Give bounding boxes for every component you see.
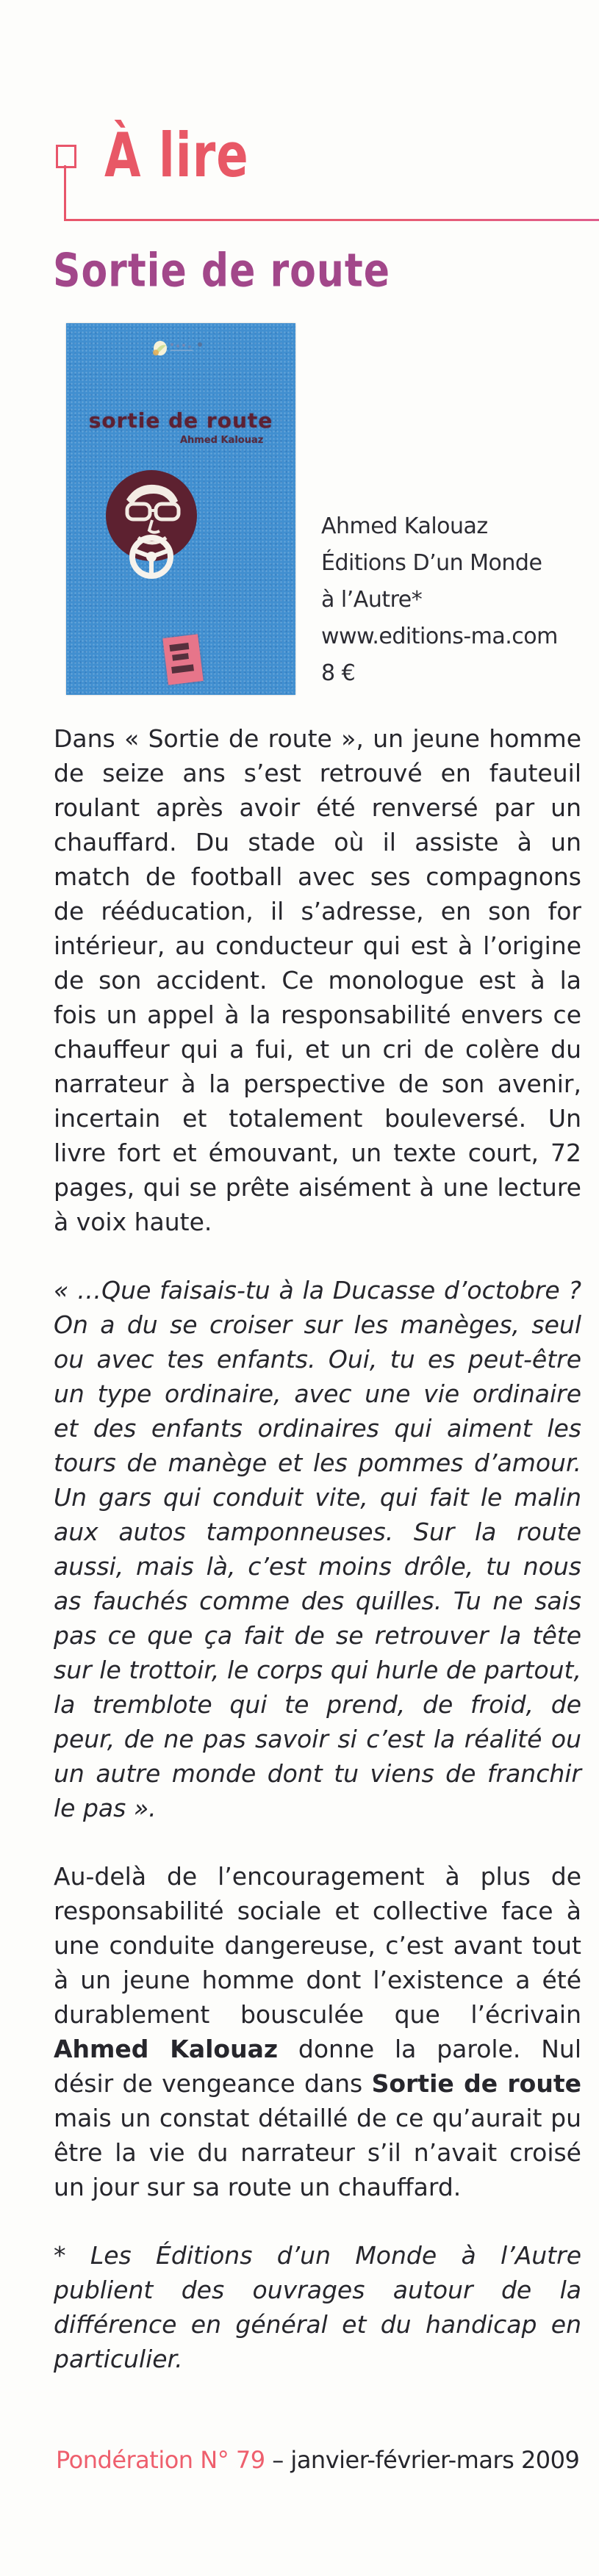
section-divider-line <box>64 219 599 221</box>
article-paragraph: Dans « Sortie de route », un jeune homme de seize ans s’est retrouvé en fauteuil roulant après avoir été renversé par un chauffard. Du stade où il assiste à un match de football avec ses compagnons de rééducation, il s’adresse, en son for intérieur, au conducteur qui est à l’origine de son accident. Ce monologue est à la fois un appel à la responsabilité envers ce chauffeur qui a fui, et un cri de colère du narrateur à la perspective de son avenir, incertain et totalement bouleversé. Un livre fort et émouvant, un texte court, 72 pages, qui se prête aisément à une lecture à voix haute. <box>54 724 581 1236</box>
footer-issue-date: – janvier-février-mars 2009 <box>265 2446 580 2474</box>
cover-author: Ahmed Kalouaz <box>179 435 264 446</box>
page-footer <box>56 2446 579 2474</box>
book-info-website: www.editions-ma.com <box>321 624 558 649</box>
article-body <box>54 721 581 2410</box>
cover-title: sortie de route <box>88 408 273 433</box>
driver-face-illustration <box>94 464 212 582</box>
article-paragraph: « …Que faisais-tu à la Ducasse d’octobre ? On a du se croiser sur les manèges, seul ou avec tes enfants. Oui, tu es peut-être un type ordinaire, avec une vie ordinaire et des enfants ordinaires qui aiment les tours de manège et les pommes d’amour. Un gars qui conduit vite, qui fait le malin aux autos tamponneuses. Sur la route aussi, mais là, c’est moins drôle, tu nous as fauchés comme des quilles. Tu ne sais pas ce que ça fait de se retrouver la tête sur le trottoir, le corps qui hurle de partout, la tremblote qui te prend, de froid, de peur, de ne pas savoir si c’est la réalité ou un autre monde dont tu viens de franchir le pas ». <box>54 1276 581 1822</box>
book-info-publisher-line2: à l’Autre* <box>321 587 423 613</box>
publisher-logo-icon <box>147 338 217 358</box>
book-info-price: 8 € <box>321 660 356 686</box>
article-paragraph: * Les Éditions d’un Monde à l’Autre publient des ouvrages autour de la différence en général et du handicap en particulier. <box>54 2241 581 2373</box>
book-cover-image <box>66 323 295 695</box>
section-marker-square-icon <box>56 145 76 168</box>
library-sticker-icon <box>162 634 203 685</box>
section-title: À lire <box>104 120 249 192</box>
book-info-block <box>321 508 558 692</box>
book-info-publisher-line1: Éditions D’un Monde <box>321 550 542 576</box>
article-paragraph: Au-delà de l’encouragement à plus de responsabilité sociale et collective face à une conduite dangereuse, c’est avant tout à un jeune homme dont l’existence a été durablement bousculée que l’écrivain Ahmed Kalouaz donne la parole. Nul désir de vengeance dans Sortie de route mais un constat détaillé de ce qu’aurait pu être la vie du narrateur s’il n’avait croisé un jour sur sa route un chauffard. <box>54 1862 582 2201</box>
section-marker-vertical-line <box>64 165 66 220</box>
book-info-author: Ahmed Kalouaz <box>321 513 488 539</box>
footer-journal-name: Pondération N° 79 <box>56 2446 265 2474</box>
article-title: Sortie de route <box>53 245 390 298</box>
